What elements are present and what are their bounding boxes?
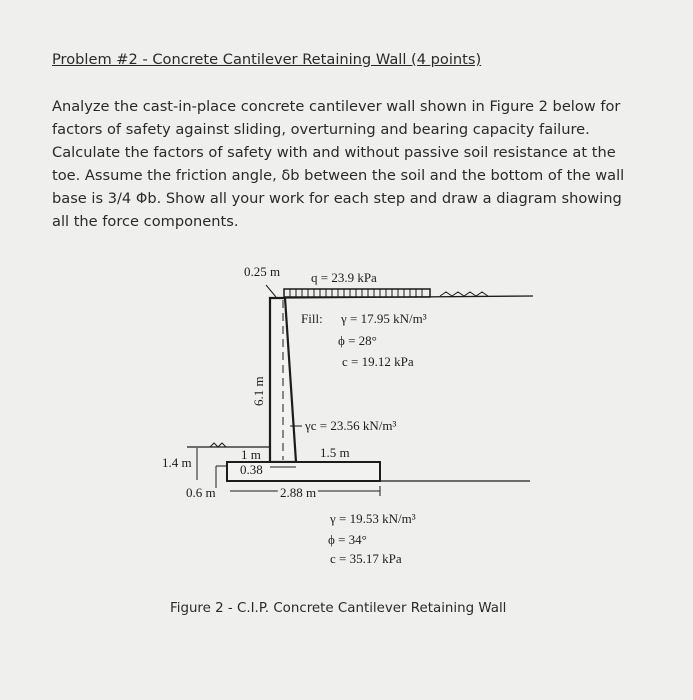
foundation-unit-weight: γ = 19.53 kN/m³ bbox=[330, 511, 416, 526]
stem-top-width-label: 0.25 m bbox=[244, 264, 281, 279]
fill-cohesion: c = 19.12 kPa bbox=[342, 354, 414, 369]
concrete-unit-weight: γc = 23.56 kN/m³ bbox=[305, 418, 397, 433]
heel-length-label: 1.5 m bbox=[320, 445, 350, 460]
paragraph-line: all the force components. bbox=[52, 213, 239, 230]
embedment-label: 1.4 m bbox=[162, 455, 192, 470]
foundation-cohesion: c = 35.17 kPa bbox=[330, 551, 402, 566]
base-width-label: 2.88 m bbox=[280, 485, 317, 500]
toe-length-label: 1 m bbox=[241, 447, 261, 462]
stem-base-width-label: 0.38 bbox=[240, 462, 263, 477]
paragraph-line: Analyze the cast-in-place concrete cantilever wall shown in Figure 2 below for bbox=[52, 98, 621, 115]
wall-height-label: 6.1 m bbox=[251, 376, 266, 406]
base-thickness-label: 0.6 m bbox=[186, 485, 216, 500]
foundation-friction-angle: ϕ = 34° bbox=[328, 532, 367, 547]
paragraph-line: Calculate the factors of safety with and without passive soil resistance at the bbox=[52, 144, 616, 161]
figure-caption: Figure 2 - C.I.P. Concrete Cantilever Retaining Wall bbox=[170, 601, 507, 616]
surcharge-load bbox=[284, 289, 430, 297]
fill-friction-angle: ϕ = 28° bbox=[338, 333, 377, 348]
paragraph-line: base is 3/4 Φb. Show all your work for each step and draw a diagram showing bbox=[52, 190, 622, 207]
fill-unit-weight: γ = 17.95 kN/m³ bbox=[341, 311, 427, 326]
fill-label: Fill: bbox=[301, 311, 323, 326]
paragraph-line: toe. Assume the friction angle, δb between the soil and the bottom of the wall bbox=[52, 167, 625, 184]
problem-title: Problem #2 - Concrete Cantilever Retaining Wall (4 points) bbox=[52, 51, 482, 68]
surcharge-label: q = 23.9 kPa bbox=[311, 270, 377, 285]
paragraph-line: factors of safety against sliding, overturning and bearing capacity failure. bbox=[52, 121, 590, 138]
